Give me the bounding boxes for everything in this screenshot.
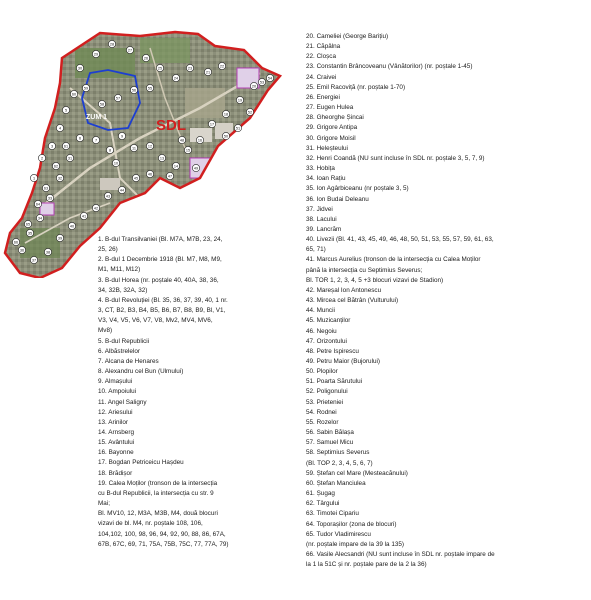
- list-item: 1. B-dul Transilvaniei (Bl. M7A, M7B, 23, 24,: [98, 236, 223, 243]
- street-marker-label: 60: [71, 92, 77, 97]
- list-item: 39. Lancrăm: [306, 225, 342, 233]
- list-item: 104,102, 100, 98, 96, 94, 92, 90, 88, 86, 67A,: [98, 530, 226, 538]
- list-item: vizavi de bl. M4, nr. poștale 108, 106,: [98, 520, 203, 528]
- street-marker-label: 13: [159, 156, 165, 161]
- street-marker-label: 53: [259, 80, 265, 85]
- street-marker-label: 56: [131, 88, 137, 93]
- list-item: 22. Cloșca: [306, 53, 336, 61]
- street-marker-label: 42: [93, 206, 99, 211]
- list-item: 53. Prieteniei: [306, 398, 344, 406]
- list-item: 8. Alexandru cel Bun (Ulmului): [98, 368, 184, 376]
- list-item: 32. Henri Coandă (NU sunt incluse în SDL nr. poștale 3, 5, 7, 9): [306, 154, 485, 162]
- street-marker-label: 12: [147, 144, 153, 149]
- street-marker-label: 18: [223, 112, 229, 117]
- street-marker-label: 32: [57, 176, 63, 181]
- list-item: 66. Vasile Alecsandri (NU sunt incluse în SDL nr. poștale impare de: [306, 550, 495, 558]
- street-marker-label: 38: [45, 250, 51, 255]
- street-marker-label: 8: [108, 148, 112, 153]
- list-item: Mv8): [98, 327, 113, 335]
- list-item: Bl. TOR 1, 2, 3, 4, 5 +3 blocuri vizavi de Stadion): [306, 276, 444, 284]
- list-item: 50. Plopilor: [306, 368, 338, 376]
- zone-title: SDL: [156, 117, 186, 134]
- list-item: 21. Căpâlna: [306, 43, 341, 51]
- street-marker-label: 40: [69, 224, 75, 229]
- street-marker-label: 55: [147, 86, 153, 91]
- list-item: 24. Craivei: [306, 73, 337, 81]
- street-marker-label: 48: [179, 138, 185, 143]
- list-item: 65, 71): [306, 246, 326, 254]
- street-marker-label: 47: [167, 174, 173, 179]
- list-item: 63. Timotei Cipariu: [306, 510, 359, 518]
- street-marker-label: 22: [219, 64, 225, 69]
- list-item: 35. Ion Agârbiceanu (nr poștale 3, 5): [306, 185, 409, 193]
- list-item: 62. Târgului: [306, 500, 340, 508]
- list-item: 41. Marcus Aurelius (tronson de la intersecția cu Calea Moților: [306, 256, 481, 264]
- street-marker-label: 21: [205, 70, 211, 75]
- list-item: Mai;: [98, 500, 110, 508]
- street-marker-label: 62: [53, 164, 59, 169]
- list-item: 58. Septimius Severus: [306, 449, 370, 457]
- street-marker-label: 28: [109, 42, 115, 47]
- street-marker-label: 16: [197, 138, 203, 143]
- street-marker-label: 50: [223, 134, 229, 139]
- list-item: 60. Ștefan Manciulea: [306, 479, 366, 487]
- list-item: 12. Ariesului: [98, 408, 133, 416]
- list-item: 30. Grigore Moisil: [306, 134, 356, 142]
- street-list-left: [98, 235, 294, 550]
- list-item: 23. Constantin Brâncoveanu (Vânătorilor) (nr. poștale 1-45): [306, 63, 473, 71]
- list-item: 20. Cameliei (George Barițiu): [306, 33, 389, 40]
- list-item: 17. Bogdan Petriceicu Hașdeu: [98, 459, 184, 467]
- list-item: 54. Rodnei: [306, 408, 337, 416]
- street-marker-label: 2: [40, 156, 44, 161]
- street-marker-label: 52: [247, 110, 253, 115]
- street-marker-label: 25: [157, 66, 163, 71]
- list-item: 36. Ion Budai Deleanu: [306, 195, 369, 203]
- street-marker-label: 3: [50, 144, 54, 149]
- list-item: M1, M11, M12): [98, 266, 141, 274]
- list-item: 3. B-dul Horea (nr. poștale 40, 40A, 38, 36,: [98, 276, 219, 284]
- list-item: 4. B-dul Revoluției (Bl. 35, 36, 37, 39, 40, 1 nr.: [98, 296, 228, 304]
- list-item: 44. Muncii: [306, 307, 335, 315]
- street-list-right: [306, 32, 586, 570]
- street-marker-label: 31: [67, 156, 73, 161]
- street-marker-label: 9: [120, 134, 124, 139]
- list-item: 19. Calea Moților (tronson de la intersecția: [98, 479, 218, 487]
- list-item: 34. Ioan Rațiu: [306, 175, 346, 183]
- list-item: 47. Orizontului: [306, 337, 347, 345]
- street-marker-label: 6: [78, 136, 82, 141]
- list-item: la 1 la 51C și nr. poștale pare de la 2 la 36): [306, 561, 427, 569]
- street-marker-label: 54: [267, 76, 273, 81]
- street-marker-label: 23: [187, 66, 193, 71]
- list-item: 5. B-dul Republicii: [98, 337, 150, 345]
- street-marker-label: 30: [77, 66, 83, 71]
- street-marker-label: 11: [132, 146, 136, 151]
- street-marker-label: 65: [25, 222, 31, 227]
- list-item: 18. Brădișor: [98, 469, 133, 477]
- list-item: 48. Petre Ispirescu: [306, 347, 359, 355]
- street-marker-label: 4: [58, 126, 62, 131]
- list-item: 3, CT, B2, B3, B4, B5, B6, B7, B8, B9, Bl, V1,: [98, 307, 226, 315]
- list-item: până la intersecția cu Septimius Severus;: [306, 266, 423, 274]
- list-item: 64. Toporașilor (zona de blocuri): [306, 520, 397, 528]
- street-marker-label: 36: [19, 248, 25, 253]
- list-item: 14. Arnsberg: [98, 428, 134, 436]
- list-item: 33. Hobița: [306, 165, 335, 173]
- street-marker-label: 66: [13, 240, 19, 245]
- street-marker-label: 10: [113, 161, 119, 166]
- street-marker-label: 17: [209, 122, 215, 127]
- list-item: 51. Poarta Sărutului: [306, 378, 363, 386]
- list-item: 65. Tudor Vladimirescu: [306, 530, 371, 538]
- list-item: 42. Mareșal Ion Antonescu: [306, 286, 382, 294]
- street-marker-label: 57: [115, 96, 121, 101]
- list-item: 45. Muzicanților: [306, 317, 351, 325]
- list-item: 59. Ștefan cel Mare (Mesteacănului): [306, 469, 408, 477]
- street-marker-label: 61: [63, 144, 69, 149]
- list-item: cu B-dul Republicii, la intersecția cu str. 9: [98, 489, 214, 497]
- list-item: 25, 26): [98, 246, 118, 254]
- street-marker-label: 33: [47, 196, 53, 201]
- list-item: 16. Bayonne: [98, 449, 134, 457]
- list-item: 26. Energiei: [306, 93, 340, 101]
- list-item: 34, 32B, 32A, 32): [98, 286, 148, 294]
- list-item: 10. Ampoiului: [98, 388, 137, 396]
- street-marker-label: 45: [133, 176, 139, 181]
- street-marker-label: 35: [27, 231, 33, 236]
- list-item: 27. Eugen Hulea: [306, 104, 354, 112]
- street-marker-label: 7: [94, 138, 98, 143]
- street-marker-label: 20: [251, 84, 257, 89]
- street-marker-label: 49: [193, 166, 199, 171]
- list-item: 52. Poligonului: [306, 388, 348, 396]
- list-item: 55. Rozelor: [306, 418, 339, 426]
- list-item: 67B, 67C, 69, 71, 75A, 75B, 75C, 77, 77A, 79): [98, 540, 229, 548]
- street-marker-label: 1: [32, 176, 36, 181]
- street-marker-label: 14: [173, 164, 179, 169]
- list-item: 2. B-dul 1 Decembrie 1918 (Bl. M7, M8, M9,: [98, 256, 222, 264]
- list-item: 9. Almașului: [98, 378, 133, 386]
- street-marker-label: 51: [235, 126, 241, 131]
- street-marker-label: 43: [105, 194, 111, 199]
- street-marker-label: 26: [143, 56, 149, 61]
- street-marker-label: 58: [99, 102, 105, 107]
- street-marker-label: 19: [237, 98, 243, 103]
- zum-label: ZUM 1: [86, 114, 107, 121]
- list-item: 56. Sabin Bălașa: [306, 429, 354, 437]
- street-marker-label: 29: [93, 52, 99, 57]
- list-item: V3, V4, V5, V6, V7, V8, Mv2, MV4, MV6,: [98, 317, 213, 325]
- list-item: 15. Avântului: [98, 439, 135, 447]
- street-marker-label: 37: [31, 258, 37, 263]
- street-marker-label: 46: [147, 172, 153, 177]
- list-item: 38. Lacului: [306, 215, 337, 223]
- list-item: 46. Negoiu: [306, 327, 337, 335]
- list-item: Bl. MV10, 12, M3A, M3B, M4, două blocuri: [98, 510, 218, 518]
- list-item: (nr. poștale impare de la 39 la 135): [306, 540, 405, 548]
- list-item: 29. Grigore Antipa: [306, 124, 358, 132]
- street-marker-label: 27: [127, 48, 133, 53]
- list-item: 37. Jidvei: [306, 205, 333, 213]
- street-marker-label: 44: [119, 188, 125, 193]
- list-item: 61. Șugag: [306, 490, 335, 498]
- street-marker-label: 41: [81, 214, 87, 219]
- street-marker-label: 24: [173, 76, 179, 81]
- list-item: 25. Emil Racoviță (nr. poștale 1-70): [306, 83, 406, 91]
- street-marker-label: 15: [185, 148, 191, 153]
- list-item: 7. Alcana de Henares: [98, 357, 159, 365]
- list-item: 31. Heleșteului: [306, 144, 348, 152]
- list-item: 43. Mircea cel Bătrân (Vulturului): [306, 297, 399, 305]
- list-item: 11. Angel Saligny: [98, 398, 147, 406]
- street-marker-label: 63: [43, 186, 49, 191]
- list-item: 6. Albăstrelelor: [98, 347, 140, 355]
- street-marker-label: 39: [57, 236, 63, 241]
- list-item: 40. Livezii (Bl. 41, 43, 45, 49, 46, 48, 50, 51, 53, 55, 57, 59, 61, 63,: [306, 236, 494, 244]
- street-marker-label: 64: [35, 202, 41, 207]
- street-marker-label: 34: [37, 216, 43, 221]
- street-marker-label: 5: [64, 108, 68, 113]
- list-item: 49. Petru Maior (Bujorului): [306, 358, 381, 365]
- list-item: 57. Samuel Micu: [306, 439, 354, 447]
- list-item: 13. Arinilor: [98, 418, 128, 426]
- list-item: (Bl. TOP 2, 3, 4, 5, 6, 7): [306, 459, 373, 467]
- street-marker-label: 59: [83, 86, 89, 91]
- list-item: 28. Gheorghe Șincai: [306, 114, 364, 122]
